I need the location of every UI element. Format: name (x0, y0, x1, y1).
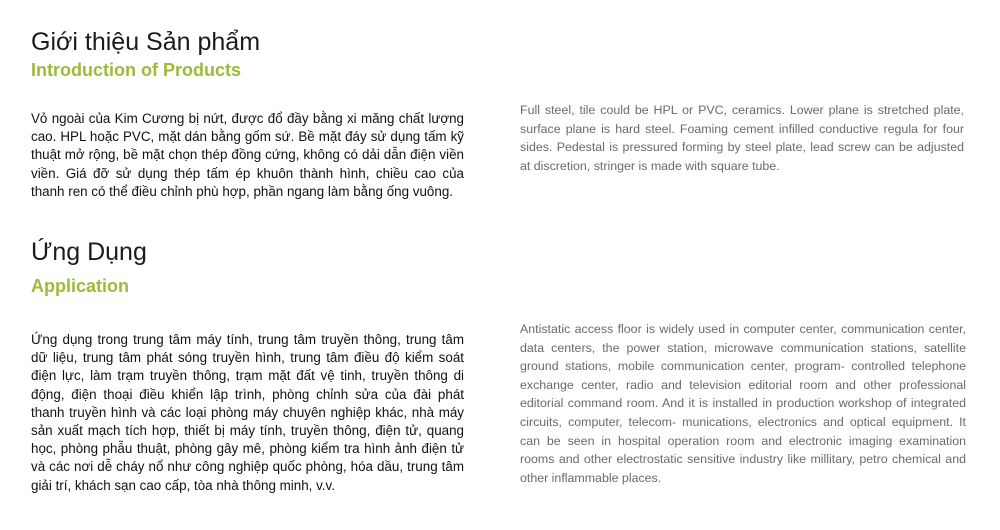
intro-title-en: Introduction of Products (31, 60, 241, 80)
application-title-vi: Ứng Dụng (31, 238, 147, 266)
application-paragraph-vi: Ứng dụng trong trung tâm máy tính, trung tâm truyền thông, trung tâm dữ liệu, trung tâm phát sóng truyền hình, trung tâm điều độ kiểm soát điện lực, làm trạm truyền thông, trạm mặt đất vệ tinh, truyền thông di động, điện thoại điều khiển lập trình, phòng chỉnh sửa của đài phát thanh truyền hình và các loại phòng máy chuyên nghiệp khác, nhà máy sản xuất mạch tích hợp, thiết bị máy tính, truyền thông, điện tử, quang học, phòng phẫu thuật, phòng gây mê, phòng kiểm tra hình ảnh điện tử và các nơi dễ cháy nổ như công nghiệp quốc phòng, hóa dầu, trung tâm giải trí, khách sạn cao cấp, tòa nhà thông minh, v.v. (31, 332, 464, 493)
intro-paragraph-vi: Vỏ ngoài của Kim Cương bị nứt, được đổ đầy bằng xi măng chất lượng cao. HPL hoặc PVC, mặt dán bằng gốm sứ. Bề mặt đáy sử dụng tấm kỹ thuật mở rộng, bề mặt chọn thép đồng cứng, không có dải dẫn điện viền viền. Giá đỡ sử dụng thép tấm ép khuôn thành hình, chiều cao của thanh ren có thể điều chỉnh phù hợp, phần ngang làm bằng ống vuông. (31, 111, 464, 199)
application-paragraph-en: Antistatic access floor is widely used in computer center, communication center, data centers, the power station, microwave communication stations, satellite ground stations, mobile communication center, program- controlled telephone exchange center, radio and television editorial room and other professional editorial command room. And it is installed in production workshop of integrated circuits, computer, telecom- munications, electronics and optical equipment. It can be seen in hospital operation room and electronic imaging examination rooms and other electrostatic sensitive industry like millitary, petro chemical and other inflammable places. (520, 322, 966, 485)
application-title-en: Application (31, 276, 129, 296)
intro-paragraph-en: Full steel, tile could be HPL or PVC, ceramics. Lower plane is stretched plate, surface plane is hard steel. Foaming cement infilled conductive regula for four sides. Pedestal is pressured forming by steel plate, lead screw can be adjusted at discretion, stringer is made with square tube. (520, 103, 964, 173)
intro-title-vi: Giới thiệu Sản phẩm (31, 28, 261, 56)
